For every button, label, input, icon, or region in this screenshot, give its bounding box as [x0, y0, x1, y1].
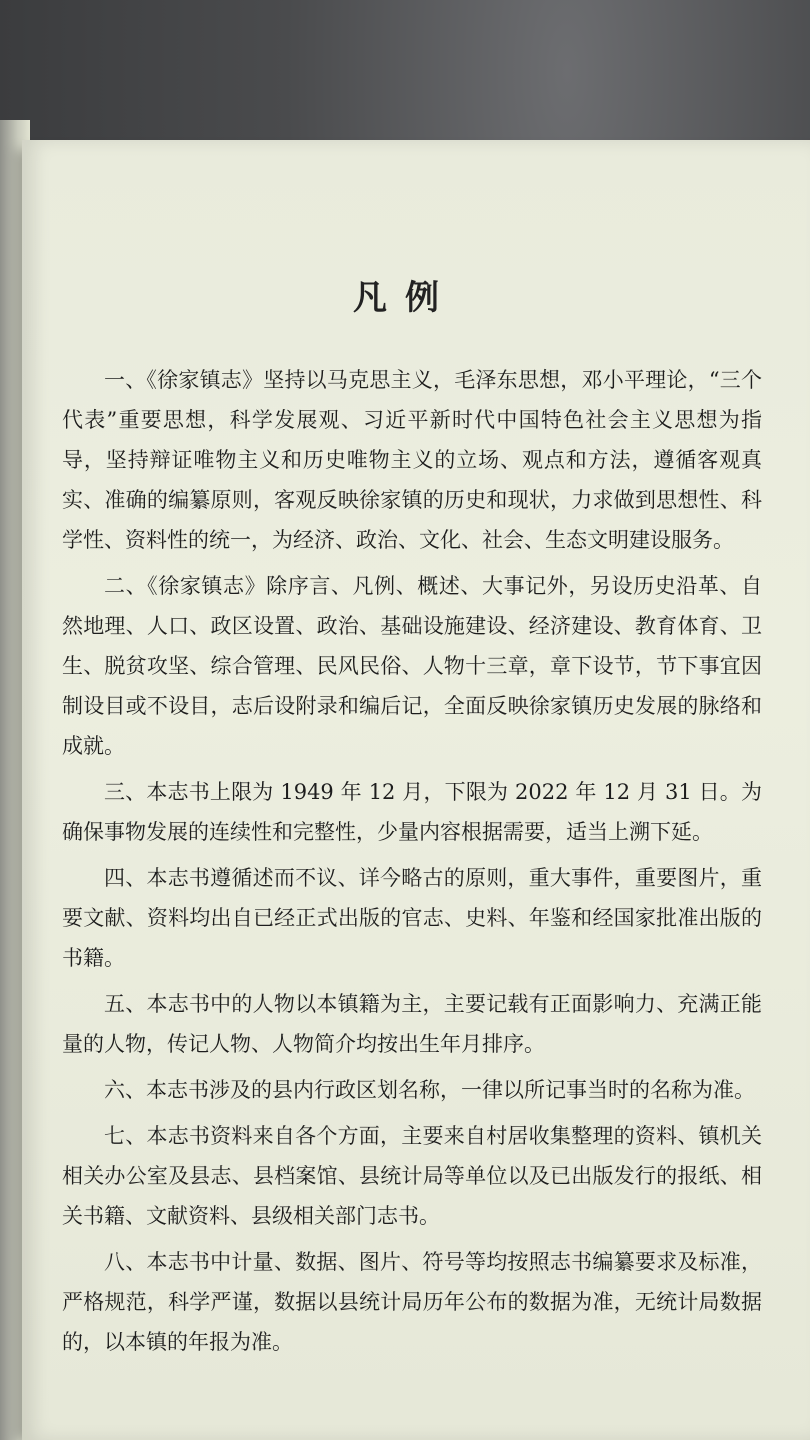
paragraph-7: 七、本志书资料来自各个方面，主要来自村居收集整理的资料、镇机关相关办公室及县志、县档案馆、县统计局等单位以及已出版发行的报纸、相关书籍、文献资料、县级相关部门志书。 [62, 1124, 762, 1228]
paragraph-1: 一、《徐家镇志》坚持以马克思主义，毛泽东思想，邓小平理论，“三个代表”重要思想，科学发展观、习近平新时代中国特色社会主义思想为指导，坚持辩证唯物主义和历史唯物主义的立场、观点和方法，遵循客观真实、准确的编纂原则，客观反映徐家镇的历史和现状，力求做到思想性、科学性、资料性的统一，为经济、政治、文化、社会、生态文明建设服务。 [62, 368, 762, 552]
page-title: 凡例 [353, 278, 457, 318]
paragraph-2: 二、《徐家镇志》除序言、凡例、概述、大事记外，另设历史沿革、自然地理、人口、政区设置、政治、基础设施建设、经济建设、教育体育、卫生、脱贫攻坚、综合管理、民风民俗、人物十三章，章下设节，节下事宜因制设目或不设目，志后设附录和编后记，全面反映徐家镇历史发展的脉络和成就。 [62, 574, 762, 758]
paragraph-4: 四、本志书遵循述而不议、详今略古的原则，重大事件，重要图片，重要文献、资料均出自已经正式出版的官志、史料、年鉴和经国家批准出版的书籍。 [62, 866, 762, 970]
paragraph-5: 五、本志书中的人物以本镇籍为主，主要记载有正面影响力、充满正能量的人物，传记人物、人物简介均按出生年月排序。 [62, 992, 762, 1056]
paragraph-6: 六、本志书涉及的县内行政区划名称，一律以所记事当时的名称为准。 [104, 1078, 755, 1102]
page-body [62, 360, 762, 1362]
paragraph-3: 三、本志书上限为 1949 年 12 月，下限为 2022 年 12 月 31 日。为确保事物发展的连续性和完整性，少量内容根据需要，适当上溯下延。 [62, 780, 762, 844]
paragraph-8: 八、本志书中计量、数据、图片、符号等均按照志书编纂要求及标准，严格规范，科学严谨，数据以县统计局历年公布的数据为准，无统计局数据的，以本镇的年报为准。 [62, 1250, 762, 1354]
